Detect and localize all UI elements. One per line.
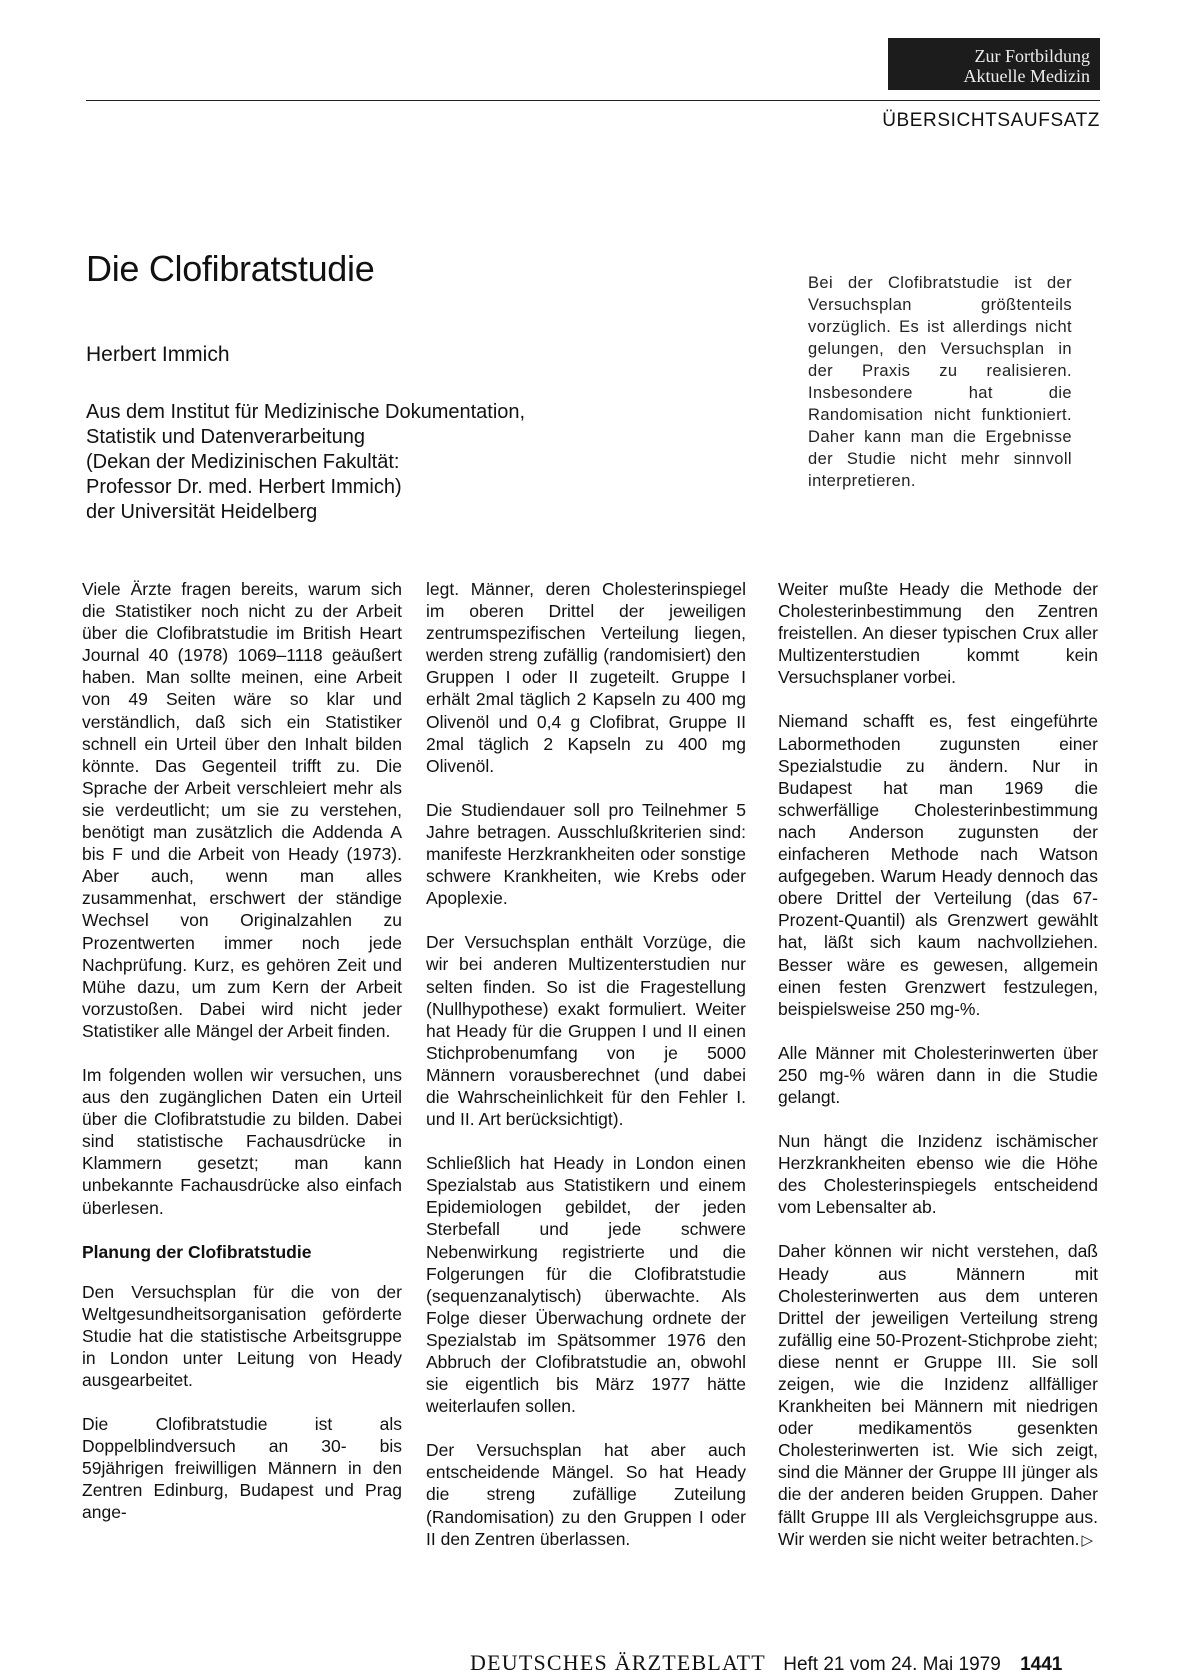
paragraph: Der Versuchsplan hat aber auch entscheidende Mängel. So hat Heady die streng zufällige Zuteilung (Randomisation) zu den Gruppen I oder II den Zentren überlassen. (426, 1440, 746, 1549)
paragraph: Im folgenden wollen wir versuchen, uns aus den zugänglichen Daten ein Urteil über die Clofibratstudie zu bilden. Dabei sind statistische Fachausdrücke in Klammern gesetzt; man kann unbekannte Fachausdrücke also einfach überlesen. (82, 1064, 402, 1218)
author-affiliation (86, 400, 525, 525)
paragraph: Viele Ärzte fragen bereits, warum sich die Statistiker noch nicht zu der Arbeit über die Clofibratstudie im British Heart Journal 40 (1978) 1069–1118 geäußert haben. Man sollte meinen, eine Arbeit von 49 Seiten wäre so klar und verständlich, daß sich ein Statistiker schnell ein Urteil über den Inhalt bilden könnte. Das Gegenteil trifft zu. Die Sprache der Arbeit verschleiert mehr als sie verdeutlicht; um sie zu verstehen, benötigt man zusätzlich die Addenda A bis F und die Arbeit von Heady (1973). Aber auch, wenn man alles zusammenhat, erschwert der ständige Wechsel von Originalzahlen zu Prozentwerten immer noch jede Nachprüfung. Kurz, es gehören Zeit und Mühe dazu, um zum Kern der Arbeit vorzustoßen. Dabei wird nicht jeder Statistiker alle Mängel der Arbeit finden. (82, 579, 402, 1041)
affiliation-line: der Universität Heidelberg (86, 501, 318, 523)
issue-info: Heft 21 vom 24. Mai 1979 (783, 1654, 1001, 1675)
paragraph: Der Versuchsplan enthält Vorzüge, die wir bei anderen Multizenterstudien nur selten finden. So ist die Fragestellung (Nullhypothese) exakt formuliert. Weiter hat Heady für die Gruppen I und II einen Stichprobenumfang von je 5000 Männern vorausberechnet (und dabei die Wahrscheinlichkeit für den Fehler I. und II. Art berücksichtigt). (426, 932, 746, 1130)
paragraph: Die Clofibratstudie ist als Doppelblindversuch an 30- bis 59jährigen freiwilligen Männern in den Zentren Edinburg, Budapest und Prag ange- (82, 1414, 402, 1523)
affiliation-line: (Dekan der Medizinischen Fakultät: (86, 451, 400, 473)
body-column-1 (82, 578, 402, 1546)
paragraph-with-continuation (778, 1240, 1098, 1551)
paragraph: Weiter mußte Heady die Methode der Cholesterinbestimmung den Zentren freistellen. An dieser typischen Crux aller Multizenterstudien kommt kein Versuchsplaner vorbei. (778, 579, 1098, 688)
paragraph: Alle Männer mit Cholesterinwerten über 250 mg-% wären dann in die Studie gelangt. (778, 1042, 1098, 1107)
page-footer (470, 1650, 1062, 1676)
body-column-2 (426, 578, 746, 1572)
paragraph: Niemand schafft es, fest eingeführte Labormethoden zugunsten einer Spezialstudie zu ändern. Nur in Budapest hat man 1969 die schwerfällige Cholesterinbestimmung nach Anderson zugunsten der einfacheren Methode nach Watson aufgegeben. Warum Heady dennoch das obere Drittel der Verteilung (das 67-Prozent-Quantil) als Grenzwert gewählt hat, läßt sich kaum nachvollziehen. Besser wäre es gewesen, allgemein einen festen Grenzwert festzulegen, beispielsweise 250 mg-%. (778, 711, 1098, 1019)
page-number: 1441 (1020, 1654, 1063, 1675)
journal-name: DEUTSCHES ÄRZTEBLATT (470, 1650, 766, 1675)
paragraph: Schließlich hat Heady in London einen Spezialstab aus Statistikern und einem Epidemiologen gebildet, der jeden Sterbefall und jede schwere Nebenwirkung registrierte und die Folgerungen für die Clofibratstudie (sequenzanalytisch) überwachte. Als Folge dieser Überwachung ordnete der Spezialstab im Spätsommer 1976 den Abbruch der Clofibratstudie an, obwohl sie eigentlich bis März 1977 hätte weiterlaufen sollen. (426, 1153, 746, 1417)
paragraph: Nun hängt die Inzidenz ischämischer Herzkrankheiten ebenso wie die Höhe des Cholesterinspiegels entscheidend vom Lebensalter ab. (778, 1131, 1098, 1218)
header-rule (86, 100, 1100, 101)
author-name: Herbert Immich (86, 343, 230, 366)
section-badge (888, 38, 1100, 90)
affiliation-line: Professor Dr. med. Herbert Immich) (86, 476, 402, 498)
article-type-label: ÜBERSICHTSAUFSATZ (882, 110, 1100, 131)
paragraph-text: Daher können wir nicht verstehen, daß Heady aus Männern mit Cholesterinwerten aus dem unteren Drittel der jeweiligen Verteilung streng zufällig eine 50-Prozent-Stichprobe zieht; diese nennt er Gruppe III. Sie soll zeigen, wie die Inzidenz allfälliger Krankheiten bei Männern mit niedrigen oder medikamentös gesenkten Cholesterinwerten ist. Wie sich zeigt, sind die Männer der Gruppe III jünger als die der anderen beiden Gruppen. Daher fällt Gruppe III als Vergleichsgruppe aus. Wir werden sie nicht weiter betrachten. (778, 1241, 1098, 1549)
paragraph: Die Studiendauer soll pro Teilnehmer 5 Jahre betragen. Ausschlußkriterien sind: manifeste Herzkrankheiten oder sonstige schwere Krankheiten, wie Krebs oder Apoplexie. (426, 799, 746, 909)
continue-arrow-icon: ▷ (1081, 1531, 1094, 1549)
section-badge-line1: Zur Fortbildung (974, 46, 1090, 66)
affiliation-line: Statistik und Datenverarbeitung (86, 426, 366, 448)
affiliation-line: Aus dem Institut für Medizinische Dokumentation, (86, 401, 526, 423)
section-heading: Planung der Clofibratstudie (82, 1241, 312, 1262)
paragraph: Den Versuchsplan für die von der Weltgesundheitsorganisation geförderte Studie hat die statistische Arbeitsgruppe in London unter Leitung von Heady ausgearbeitet. (82, 1281, 402, 1390)
section-badge-line2: Aktuelle Medizin (963, 66, 1090, 86)
paragraph: legt. Männer, deren Cholesterinspiegel im oberen Drittel der jeweiligen zentrumspezifischen Verteilung liegen, werden streng zufällig (randomisiert) den Gruppen I oder II zugeteilt. Gruppe I erhält 2mal täglich 2 Kapseln zu 400 mg Olivenöl und 0,4 g Clofibrat, Gruppe II 2mal täglich 2 Kapseln zu 400 mg Olivenöl. (426, 579, 746, 776)
body-column-3 (778, 578, 1098, 1574)
abstract: Bei der Clofibratstudie ist der Versuchsplan größtenteils vorzüglich. Es ist allerdings nicht gelungen, den Versuchsplan in der Praxis zu realisieren. Insbesondere hat die Randomisation nicht funktioniert. Daher kann man die Ergebnisse der Studie nicht mehr sinnvoll interpretieren. (808, 274, 1072, 490)
article-title: Die Clofibratstudie (86, 248, 375, 289)
